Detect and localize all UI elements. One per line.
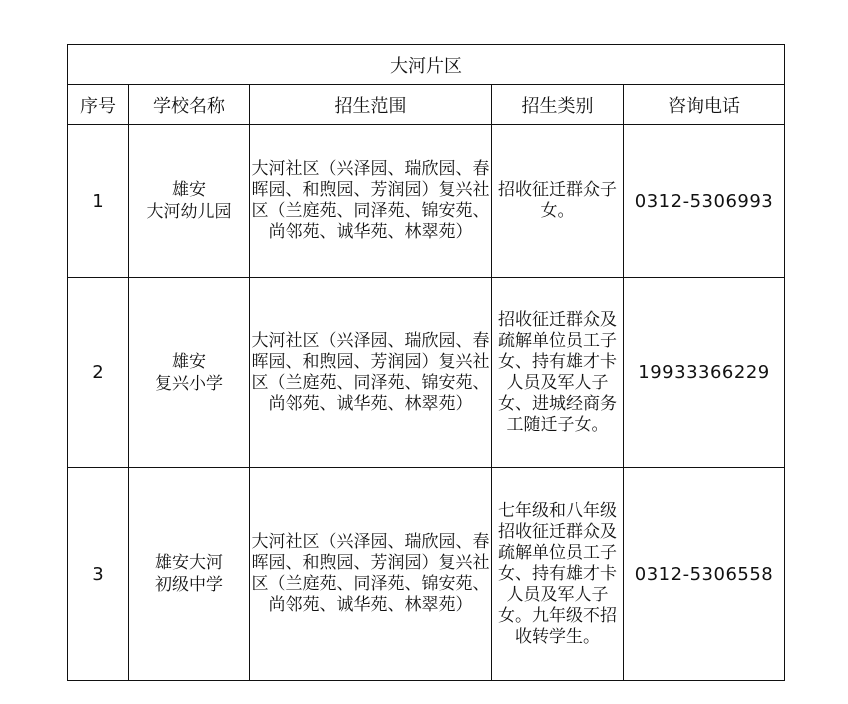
enrollment-scope: 大河社区（兴泽园、瑞欣园、春晖园、和煦园、芳润园）复兴社区（兰庭苑、同泽苑、锦安苑、尚邻苑、诚华苑、林翠苑） xyxy=(250,468,492,681)
column-header-scope: 招生范围 xyxy=(250,85,492,125)
column-header-category: 招生类别 xyxy=(492,85,624,125)
enrollment-category: 七年级和八年级招收征迁群众及疏解单位员工子女、持有雄才卡人员及军人子女。九年级不招收转学生。 xyxy=(492,468,624,681)
school-name-line1: 雄安 xyxy=(172,180,206,200)
table-row xyxy=(68,468,785,681)
school-name-line2: 复兴小学 xyxy=(155,373,223,394)
school-name xyxy=(129,468,250,681)
school-name-line2: 大河幼儿园 xyxy=(146,202,232,222)
row-index: 2 xyxy=(68,278,129,468)
table-title-row xyxy=(68,45,785,85)
column-header-index: 序号 xyxy=(68,85,129,125)
table-row xyxy=(68,125,785,278)
row-index: 1 xyxy=(68,125,129,278)
column-header-school: 学校名称 xyxy=(129,85,250,125)
enrollment-category: 招收征迁群众及疏解单位员工子女、持有雄才卡人员及军人子女、进城经商务工随迁子女。 xyxy=(492,278,624,468)
enrollment-scope: 大河社区（兴泽园、瑞欣园、春晖园、和煦园、芳润园）复兴社区（兰庭苑、同泽苑、锦安苑、尚邻苑、诚华苑、林翠苑） xyxy=(250,125,492,278)
enrollment-scope: 大河社区（兴泽园、瑞欣园、春晖园、和煦园、芳润园）复兴社区（兰庭苑、同泽苑、锦安苑、尚邻苑、诚华苑、林翠苑） xyxy=(250,278,492,468)
table-row xyxy=(68,278,785,468)
contact-phone: 0312-5306558 xyxy=(624,468,785,681)
school-name-line1: 雄安大河 xyxy=(155,553,223,573)
school-name xyxy=(129,125,250,278)
contact-phone: 19933366229 xyxy=(624,278,785,468)
contact-phone: 0312-5306993 xyxy=(624,125,785,278)
school-name xyxy=(129,278,250,468)
column-header-phone: 咨询电话 xyxy=(624,85,785,125)
school-name-line2: 初级中学 xyxy=(155,575,223,595)
table-header-row xyxy=(68,85,785,125)
table-title: 大河片区 xyxy=(68,45,785,85)
enrollment-category: 招收征迁群众子女。 xyxy=(492,125,624,278)
row-index: 3 xyxy=(68,468,129,681)
enrollment-table xyxy=(67,44,785,681)
school-name-line1: 雄安 xyxy=(172,351,206,372)
